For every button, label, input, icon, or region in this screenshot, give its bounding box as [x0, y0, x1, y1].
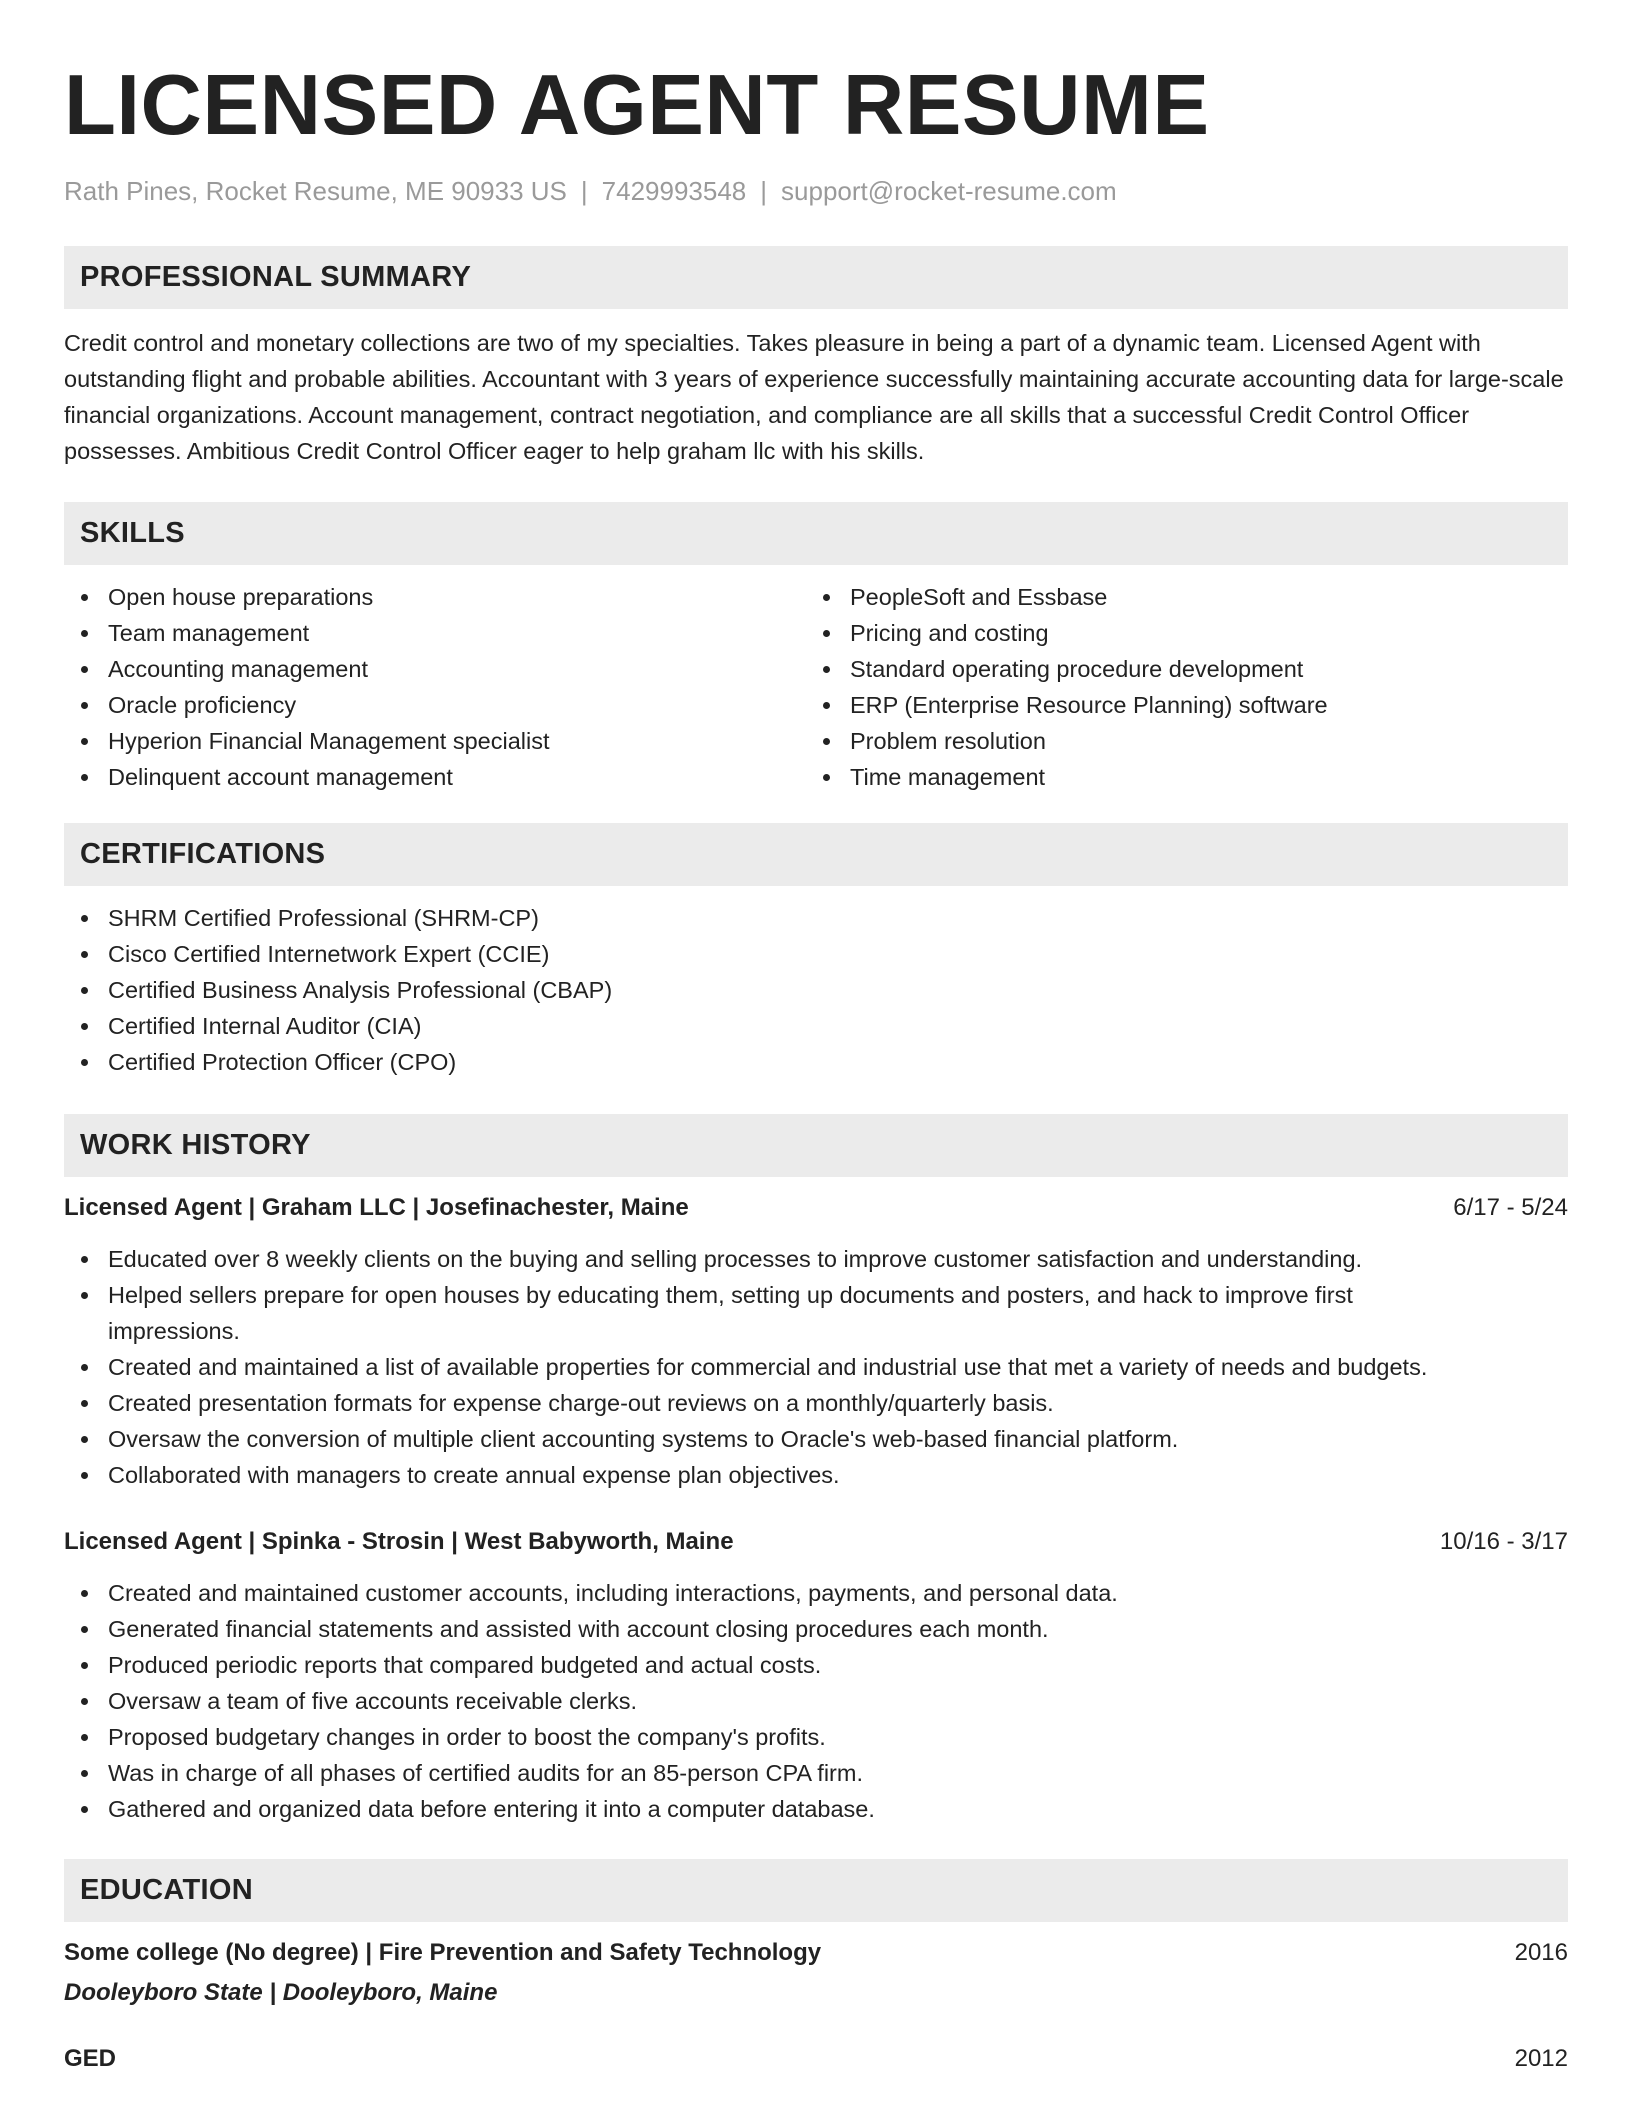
education-year: 2016 [1514, 1939, 1568, 1966]
job-title: Licensed Agent | Spinka - Strosin | West Babyworth, Maine [64, 1528, 734, 1555]
education-school: Dooleyboro State | Dooleyboro, Maine [64, 1979, 498, 2006]
contact-email[interactable]: support@rocket-resume.com [781, 176, 1117, 206]
summary-text: Credit control and monetary collections are two of my specialties. Takes pleasure in being a part of a dynamic team. Licensed Agent with outstanding flight and probable abilities. Accountant with 3 years of experience successfully maintaining accurate accounting data for large-scale financial organizations. Account management, contract negotiation, and compliance are all skills that a successful Credit Control Officer possesses. Ambitious Credit Control Officer eager to help graham llc with his skills. [64, 330, 1564, 464]
skill-item: Team management [64, 615, 806, 651]
contact-separator: | [580, 176, 588, 206]
resume-page [64, 0, 1568, 2076]
job-bullets [64, 1241, 1568, 1493]
skill-item: Pricing and costing [806, 615, 1548, 651]
job-bullet: Oversaw the conversion of multiple client accounting systems to Oracle's web-based financial platform. [64, 1421, 1568, 1457]
contact-separator: | [760, 176, 768, 206]
contact-address: Rath Pines, Rocket Resume, ME 90933 US [64, 176, 567, 206]
contact-phone: 7429993548 [601, 176, 747, 206]
job-entry [64, 1191, 1568, 1493]
job-bullets [64, 1575, 1568, 1827]
skill-item: Delinquent account management [64, 759, 806, 795]
job-header [64, 1525, 1568, 1559]
job-header [64, 1191, 1568, 1225]
section-header-work-history: WORK HISTORY [64, 1114, 1568, 1177]
job-bullet: Created and maintained customer accounts, including interactions, payments, and personal data. [64, 1575, 1568, 1611]
education-entry [64, 2042, 1568, 2076]
job-dates: 10/16 - 3/17 [1439, 1528, 1568, 1555]
section-header-skills: SKILLS [64, 502, 1568, 565]
skill-item: Time management [806, 759, 1548, 795]
certification-item: Certified Internal Auditor (CIA) [64, 1008, 1568, 1044]
education-degree: Some college (No degree) | Fire Prevention and Safety Technology [64, 1939, 822, 1966]
skill-item: Open house preparations [64, 579, 806, 615]
job-bullet: Gathered and organized data before entering it into a computer database. [64, 1791, 1568, 1827]
job-bullet: Created presentation formats for expense charge-out reviews on a monthly/quarterly basis. [64, 1385, 1568, 1421]
education-degree: GED [64, 2045, 117, 2072]
job-bullet: Generated financial statements and assisted with account closing procedures each month. [64, 1611, 1568, 1647]
job-title: Licensed Agent | Graham LLC | Josefinachester, Maine [64, 1194, 689, 1221]
skill-item: Standard operating procedure development [806, 651, 1548, 687]
skill-item: Problem resolution [806, 723, 1548, 759]
skills-list [64, 579, 1568, 795]
certification-item: Certified Business Analysis Professional (CBAP) [64, 972, 1568, 1008]
skill-item: Hyperion Financial Management specialist [64, 723, 806, 759]
certification-item: Certified Protection Officer (CPO) [64, 1044, 1568, 1080]
job-bullet: Helped sellers prepare for open houses by educating them, setting up documents and posters, and hack to improve first impressions. [64, 1277, 1568, 1349]
job-bullet: Educated over 8 weekly clients on the buying and selling processes to improve customer satisfaction and understanding. [64, 1241, 1568, 1277]
section-header-education: EDUCATION [64, 1859, 1568, 1922]
job-bullet: Was in charge of all phases of certified audits for an 85-person CPA firm. [64, 1755, 1568, 1791]
skill-item: PeopleSoft and Essbase [806, 579, 1548, 615]
job-bullet: Produced periodic reports that compared budgeted and actual costs. [64, 1647, 1568, 1683]
skill-item: Oracle proficiency [64, 687, 806, 723]
job-bullet: Oversaw a team of five accounts receivable clerks. [64, 1683, 1568, 1719]
job-entry [64, 1525, 1568, 1827]
contact-line [64, 174, 1568, 208]
education-header [64, 2042, 1568, 2076]
certification-item: SHRM Certified Professional (SHRM-CP) [64, 900, 1568, 936]
section-header-certifications: CERTIFICATIONS [64, 823, 1568, 886]
job-bullet: Collaborated with managers to create annual expense plan objectives. [64, 1457, 1568, 1493]
job-bullet: Proposed budgetary changes in order to boost the company's profits. [64, 1719, 1568, 1755]
skills-column-right [806, 579, 1548, 795]
skills-column-left [64, 579, 806, 795]
education-entry [64, 1936, 1568, 2010]
certifications-list [64, 900, 1568, 1080]
education-header [64, 1936, 1568, 1970]
job-bullet: Created and maintained a list of available properties for commercial and industrial use that met a variety of needs and budgets. [64, 1349, 1568, 1385]
resume-title: LICENSED AGENT RESUME [64, 58, 1210, 153]
skill-item: ERP (Enterprise Resource Planning) software [806, 687, 1548, 723]
skill-item: Accounting management [64, 651, 806, 687]
certification-item: Cisco Certified Internetwork Expert (CCIE) [64, 936, 1568, 972]
section-header-summary: PROFESSIONAL SUMMARY [64, 246, 1568, 309]
job-dates: 6/17 - 5/24 [1453, 1194, 1568, 1221]
education-year: 2012 [1514, 2045, 1568, 2072]
